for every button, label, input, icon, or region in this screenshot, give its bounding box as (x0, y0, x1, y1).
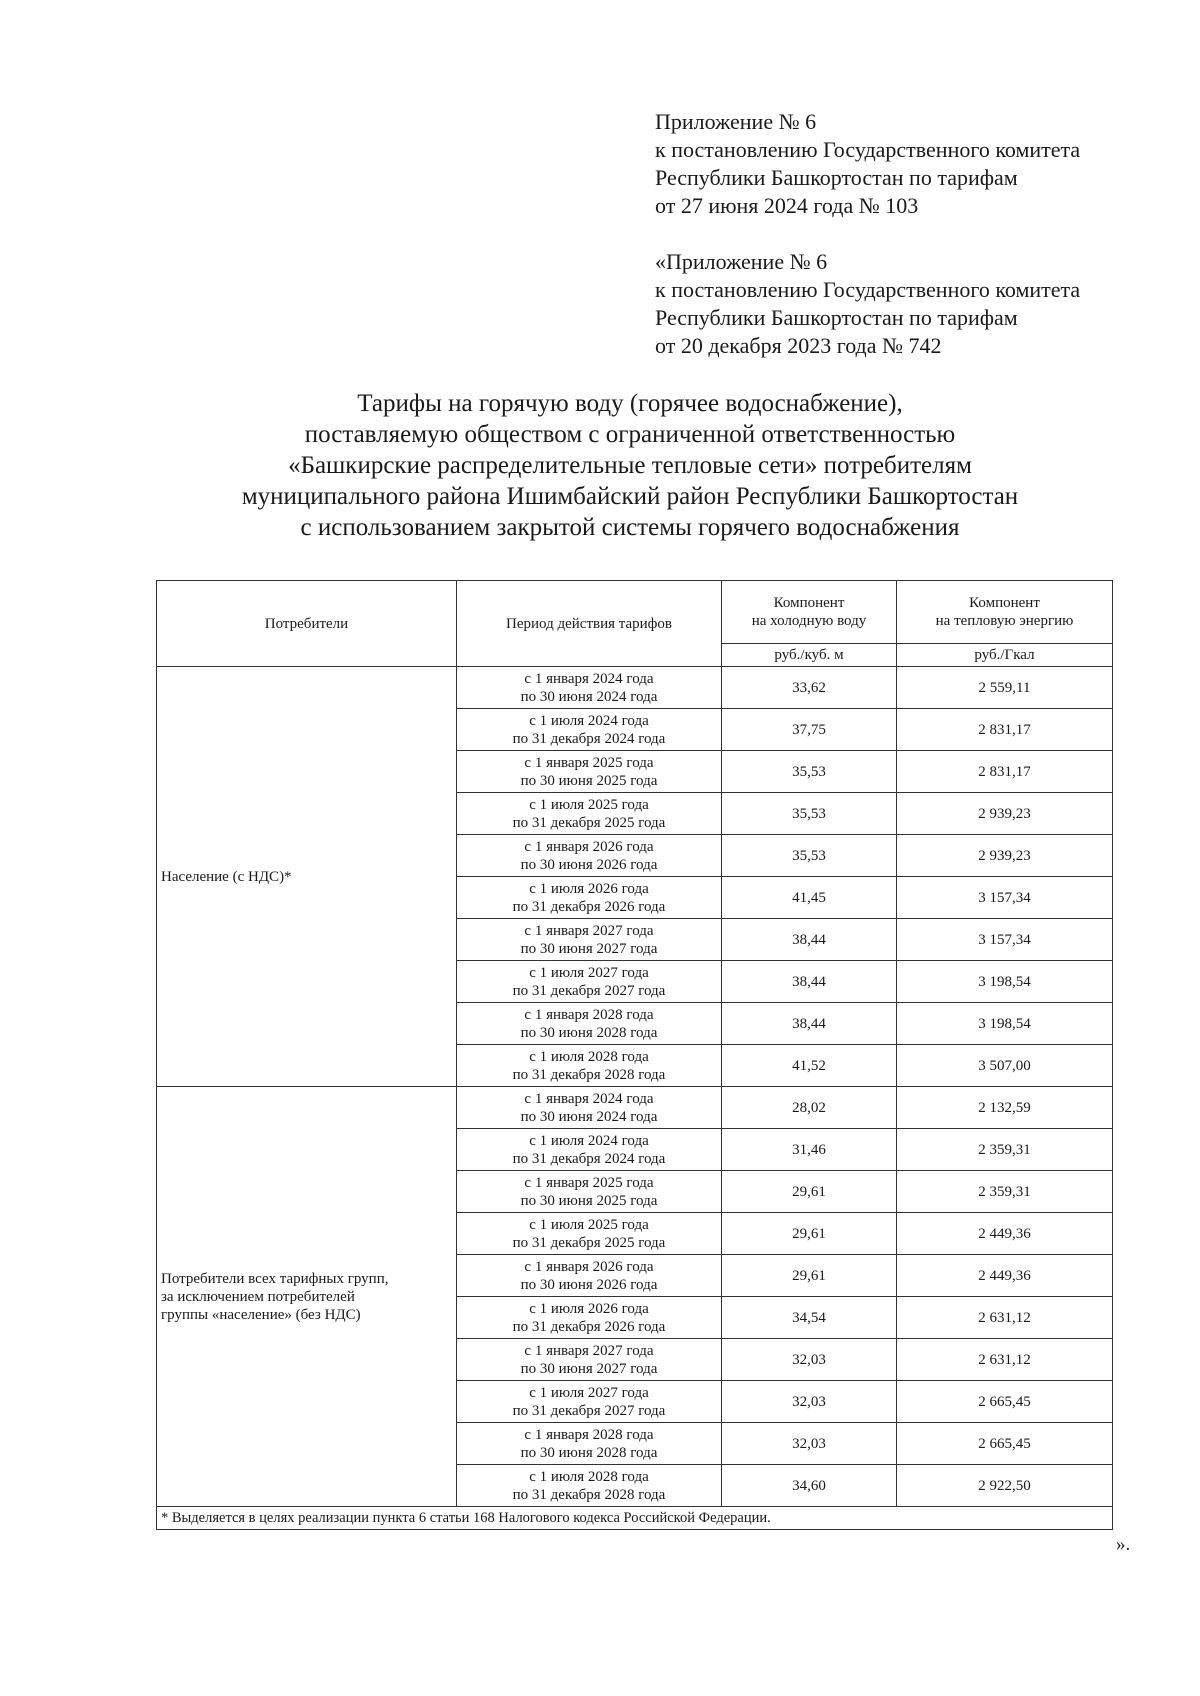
period-end: по 31 декабря 2028 года (512, 1486, 666, 1503)
period-start: с 1 января 2028 года (524, 1006, 654, 1023)
cold-water-value: 33,62 (722, 667, 897, 709)
period-start: с 1 июля 2026 года (529, 1300, 649, 1317)
period-end: по 30 июня 2024 года (520, 688, 658, 705)
table-footnote: * Выделяется в целях реализации пункта 6 статьи 168 Налогового кодекса Российской Федерации. (157, 1507, 1113, 1530)
period-cell (457, 1297, 722, 1339)
period-cell (457, 1465, 722, 1507)
header-cold-unit: руб./куб. м (722, 644, 897, 667)
appendix-line: «Приложение № 6 (655, 249, 828, 274)
heat-energy-value: 3 198,54 (897, 1003, 1113, 1045)
consumer-group-label: за исключением потребителей (161, 1288, 355, 1305)
period-start: с 1 июля 2028 года (529, 1468, 649, 1485)
cold-water-value: 38,44 (722, 1003, 897, 1045)
cold-water-value: 41,45 (722, 877, 897, 919)
period-end: по 30 июня 2025 года (520, 1192, 658, 1209)
heat-energy-value: 2 831,17 (897, 751, 1113, 793)
period-end: по 31 декабря 2026 года (512, 1318, 666, 1335)
period-cell (457, 1045, 722, 1087)
title-line: с использованием закрытой системы горячего водоснабжения (300, 514, 960, 541)
heat-energy-value: 2 831,17 (897, 709, 1113, 751)
period-cell (457, 919, 722, 961)
period-start: с 1 января 2024 года (524, 670, 654, 687)
heat-energy-value: 3 507,00 (897, 1045, 1113, 1087)
title-line: поставляемую обществом с ограниченной ответственностью (304, 421, 956, 448)
period-start: с 1 января 2025 года (524, 1174, 654, 1191)
heat-energy-value: 2 559,11 (897, 667, 1113, 709)
period-start: с 1 июля 2024 года (529, 1132, 649, 1149)
period-start: с 1 июля 2028 года (529, 1048, 649, 1065)
table-row (157, 1087, 1113, 1129)
appendix-line: Республики Башкортостан по тарифам (655, 305, 1018, 330)
period-end: по 30 июня 2024 года (520, 1108, 658, 1125)
table-body (157, 667, 1113, 1507)
cold-water-value: 29,61 (722, 1255, 897, 1297)
heat-energy-value: 2 359,31 (897, 1129, 1113, 1171)
heat-energy-value: 2 132,59 (897, 1087, 1113, 1129)
cold-water-value: 34,54 (722, 1297, 897, 1339)
heat-energy-value: 2 631,12 (897, 1339, 1113, 1381)
consumer-group-label: группы «население» (без НДС) (161, 1306, 361, 1323)
header-period: Период действия тарифов (457, 581, 722, 667)
period-cell (457, 1423, 722, 1465)
header-cold-line2: на холодную воду (751, 613, 867, 629)
period-cell (457, 1381, 722, 1423)
cold-water-value: 35,53 (722, 835, 897, 877)
heat-energy-value: 2 359,31 (897, 1171, 1113, 1213)
period-start: с 1 января 2024 года (524, 1090, 654, 1107)
period-cell (457, 1003, 722, 1045)
heat-energy-value: 2 665,45 (897, 1423, 1113, 1465)
cold-water-value: 38,44 (722, 961, 897, 1003)
period-start: с 1 января 2028 года (524, 1426, 654, 1443)
heat-energy-value: 2 939,23 (897, 835, 1113, 877)
appendix-line: от 20 декабря 2023 года № 742 (655, 333, 942, 358)
appendix-line: к постановлению Государственного комитета (655, 277, 1081, 302)
title-line: муниципального района Ишимбайский район Республики Башкортостан (241, 483, 1019, 510)
header-cold-line1: Компонент (773, 595, 845, 611)
header-heat-line2: на тепловую энергию (935, 613, 1074, 629)
consumer-group-cell (157, 667, 457, 1087)
period-cell (457, 877, 722, 919)
period-cell (457, 835, 722, 877)
heat-energy-value: 2 631,12 (897, 1297, 1113, 1339)
period-end: по 30 июня 2028 года (520, 1444, 658, 1461)
period-start: с 1 января 2025 года (524, 754, 654, 771)
title-line: «Башкирские распределительные тепловые сети» потребителям (288, 452, 972, 479)
cold-water-value: 28,02 (722, 1087, 897, 1129)
cold-water-value: 34,60 (722, 1465, 897, 1507)
period-start: с 1 января 2027 года (524, 922, 654, 939)
document-title (150, 388, 1110, 543)
closing-quote-mark: ». (1116, 1534, 1131, 1555)
period-end: по 31 декабря 2026 года (512, 898, 666, 915)
cold-water-value: 37,75 (722, 709, 897, 751)
period-end: по 31 декабря 2025 года (512, 1234, 666, 1251)
cold-water-value: 31,46 (722, 1129, 897, 1171)
period-cell (457, 667, 722, 709)
period-cell (457, 961, 722, 1003)
heat-energy-value: 3 157,34 (897, 919, 1113, 961)
period-cell (457, 1129, 722, 1171)
cold-water-value: 32,03 (722, 1339, 897, 1381)
heat-energy-value: 2 939,23 (897, 793, 1113, 835)
period-cell (457, 1255, 722, 1297)
period-start: с 1 июля 2025 года (529, 796, 649, 813)
period-start: с 1 января 2026 года (524, 1258, 654, 1275)
period-end: по 30 июня 2027 года (520, 1360, 658, 1377)
period-start: с 1 июля 2027 года (529, 1384, 649, 1401)
consumer-group-cell (157, 1087, 457, 1507)
period-end: по 31 декабря 2025 года (512, 814, 666, 831)
heat-energy-value: 3 198,54 (897, 961, 1113, 1003)
cold-water-value: 38,44 (722, 919, 897, 961)
header-heat-unit: руб./Гкал (897, 644, 1113, 667)
period-end: по 31 декабря 2028 года (512, 1066, 666, 1083)
period-cell (457, 1213, 722, 1255)
period-start: с 1 июля 2025 года (529, 1216, 649, 1233)
heat-energy-value: 2 922,50 (897, 1465, 1113, 1507)
period-end: по 30 июня 2025 года (520, 772, 658, 789)
period-start: с 1 июля 2026 года (529, 880, 649, 897)
cold-water-value: 32,03 (722, 1423, 897, 1465)
cold-water-value: 35,53 (722, 793, 897, 835)
period-cell (457, 1087, 722, 1129)
title-line: Тарифы на горячую воду (горячее водоснабжение), (357, 390, 903, 417)
heat-energy-value: 2 449,36 (897, 1213, 1113, 1255)
appendix-header-current (655, 108, 1155, 220)
appendix-header-original (655, 248, 1155, 360)
period-end: по 30 июня 2026 года (520, 1276, 658, 1293)
heat-energy-value: 3 157,34 (897, 877, 1113, 919)
period-cell (457, 1171, 722, 1213)
header-cold-water (722, 581, 897, 644)
period-end: по 30 июня 2027 года (520, 940, 658, 957)
header-heat-energy (897, 581, 1113, 644)
table-row (157, 667, 1113, 709)
cold-water-value: 35,53 (722, 751, 897, 793)
period-start: с 1 января 2027 года (524, 1342, 654, 1359)
consumer-group-label: Потребители всех тарифных групп, (161, 1270, 389, 1287)
appendix-line: Республики Башкортостан по тарифам (655, 165, 1018, 190)
consumer-group-label: Население (с НДС)* (161, 868, 292, 885)
table-header (157, 581, 1113, 667)
period-end: по 31 декабря 2027 года (512, 1402, 666, 1419)
heat-energy-value: 2 665,45 (897, 1381, 1113, 1423)
header-consumers: Потребители (157, 581, 457, 667)
period-cell (457, 1339, 722, 1381)
appendix-line: Приложение № 6 (655, 109, 817, 134)
appendix-line: от 27 июня 2024 года № 103 (655, 193, 919, 218)
cold-water-value: 29,61 (722, 1171, 897, 1213)
period-cell (457, 751, 722, 793)
appendix-line: к постановлению Государственного комитета (655, 137, 1081, 162)
period-end: по 31 декабря 2027 года (512, 982, 666, 999)
heat-energy-value: 2 449,36 (897, 1255, 1113, 1297)
period-cell (457, 709, 722, 751)
cold-water-value: 41,52 (722, 1045, 897, 1087)
period-end: по 31 декабря 2024 года (512, 1150, 666, 1167)
tariff-table (156, 580, 1113, 1530)
cold-water-value: 32,03 (722, 1381, 897, 1423)
period-end: по 31 декабря 2024 года (512, 730, 666, 747)
period-cell (457, 793, 722, 835)
header-heat-line1: Компонент (969, 595, 1040, 611)
period-end: по 30 июня 2026 года (520, 856, 658, 873)
cold-water-value: 29,61 (722, 1213, 897, 1255)
period-end: по 30 июня 2028 года (520, 1024, 658, 1041)
period-start: с 1 июля 2027 года (529, 964, 649, 981)
period-start: с 1 января 2026 года (524, 838, 654, 855)
period-start: с 1 июля 2024 года (529, 712, 649, 729)
